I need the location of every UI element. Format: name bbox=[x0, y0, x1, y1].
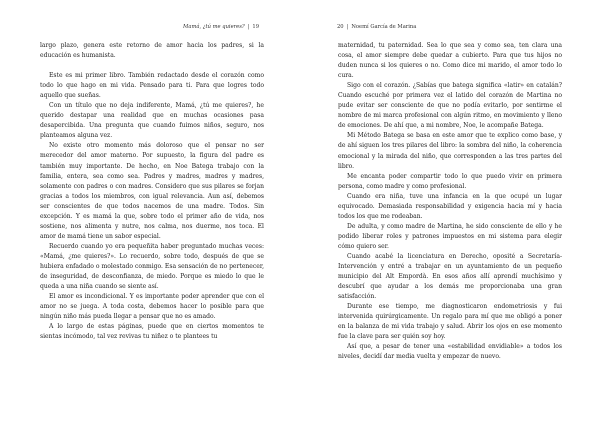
left-page-body bbox=[40, 41, 264, 342]
paragraph: A lo largo de estas páginas, puede que en ciertos momentos te sientas incómodo, tal vez revivas tu niñez o te plantees tu bbox=[40, 323, 264, 341]
paragraph: Cuando acabé la licenciatura en Derecho, oposité a Secretaría-Intervención y entré a trabajar en un ayuntamiento de un pequeño municipio del Alt Empordà. En esos años allí aprendí muchísimo y descubrí que ayudar a los demás me proporcionaba una gran satisfacción. bbox=[338, 252, 562, 301]
paragraph: Durante ese tiempo, me diagnosticaron endometriosis y fui intervenida quirúrgicamente. Un regalo para mí que me obligó a poner en la balanza de mi vida trabajo y salud. Abrir los ojos en ese momento fue la clave para ser quién soy hoy. bbox=[338, 303, 562, 341]
right-page-body bbox=[338, 41, 562, 363]
paragraph: Este es mi primer libro. También redactado desde el corazón como todo lo que hago en mi vida. Pensado para ti. Para que logres todo aquello que sueñas. bbox=[40, 72, 264, 100]
paragraph: Recuerdo cuando yo era pequeñita haber preguntado muchas veces: «Mamá, ¿me quieres?». Lo recuerdo, sobre todo, después de que se hubiera enfadado o molestado conmigo. Esa sensación de no pertenecer, de inseguridad, de desconfianza, de miedo. Porque es miedo lo que le queda a una niña cuando se siente así. bbox=[40, 242, 264, 291]
book-title: Mamá, ¿tú me quieres? bbox=[183, 24, 245, 30]
page-number: 20 bbox=[337, 24, 344, 30]
paragraph: maternidad, tu paternidad. Sea lo que sea y como sea, ten clara una cosa, el amor siempre debe quedar a cubierto. Para que tus hijos no duden nunca si los quieres o no. Como dice mi marido, el amor todo lo cura. bbox=[338, 42, 562, 80]
header-separator: | bbox=[346, 24, 349, 30]
paragraph: Me encanta poder compartir todo lo que puedo vivir en primera persona, como madre y como profesional. bbox=[338, 172, 562, 190]
paragraph: Mi Método Batega se basa en este amor que te explico como base, y de ahí siguen los tres pilares del libro: la sombra del niño, la coherencia emocional y la mirada del niño, que corresponden a las tres partes del libro. bbox=[338, 132, 562, 170]
paragraph: largo plazo, genera este retorno de amor hacia los padres, si la educación es humanista. bbox=[40, 42, 264, 60]
header-separator: | bbox=[247, 24, 250, 30]
running-header-left bbox=[183, 24, 259, 31]
right-page bbox=[300, 0, 600, 425]
page-number: 19 bbox=[252, 24, 259, 30]
paragraph: Sigo con el corazón. ¿Sabías que batega significa «latir» en catalán? Cuando escuché por primera vez el latido del corazón de Martina no pude evitar ser consciente de que no podía evitarlo, por sentirme el nombre de mi marca profesional con algún ritmo, en movimiento y lleno de emociones. De ahí que, a mi nombre, Noe, le acompañe Batega. bbox=[338, 82, 562, 130]
paragraph: Así que, a pesar de tener una «estabilidad envidiable» a todos los niveles, decidí dar media vuelta y empezar de nuevo. bbox=[338, 343, 562, 361]
paragraph: Cuando era niña, tuve una infancia en la que ocupé un lugar equivocado. Demasiada responsabilidad y exigencia hacia mí y hacia todos los que me rodeaban. bbox=[338, 192, 562, 220]
paragraph: No existe otro momento más doloroso que el pensar no ser merecedor del amor materno. Por supuesto, la figura del padre es también muy importante. De hecho, en Noe Batega trabajo con la familia, entera, sea como sea. Padres y madres, madres y madres, solamente con padres o con madres. Considero que sus pilares se forjan gracias a todos los miembros, con igual relevancia. Aun así, debemos ser conscientes de que todos nacemos de una madre. Todos. Sin excepción. Y es mamá la que, sobre todo el primer año de vida, nos sostiene, nos alimenta y nutre, nos calma, nos duerme, nos toca. El amor de mamá tiene un sabor especial. bbox=[40, 142, 264, 240]
running-header-right bbox=[337, 24, 416, 31]
paragraph: De adulta, y como madre de Martina, he sido consciente de ello y he podido liberar roles y patrones impuestos en mi sistema para elegir cómo quiero ser. bbox=[338, 222, 562, 250]
author-name: Noemí García de Marina bbox=[351, 24, 417, 30]
paragraph: Con un título que no deja indiferente, Mamá, ¿tú me quieres?, he querido destapar una realidad que en muchas ocasiones pasa desapercibida. Una pregunta que cuando fuimos niños, seguro, nos planteamos alguna vez. bbox=[40, 102, 264, 140]
paragraph: El amor es incondicional. Y es importante poder aprender que con el amor no se juega. A toda costa, debemos hacer lo posible para que ningún niño más pueda llegar a pensar que no es amado. bbox=[40, 293, 264, 321]
